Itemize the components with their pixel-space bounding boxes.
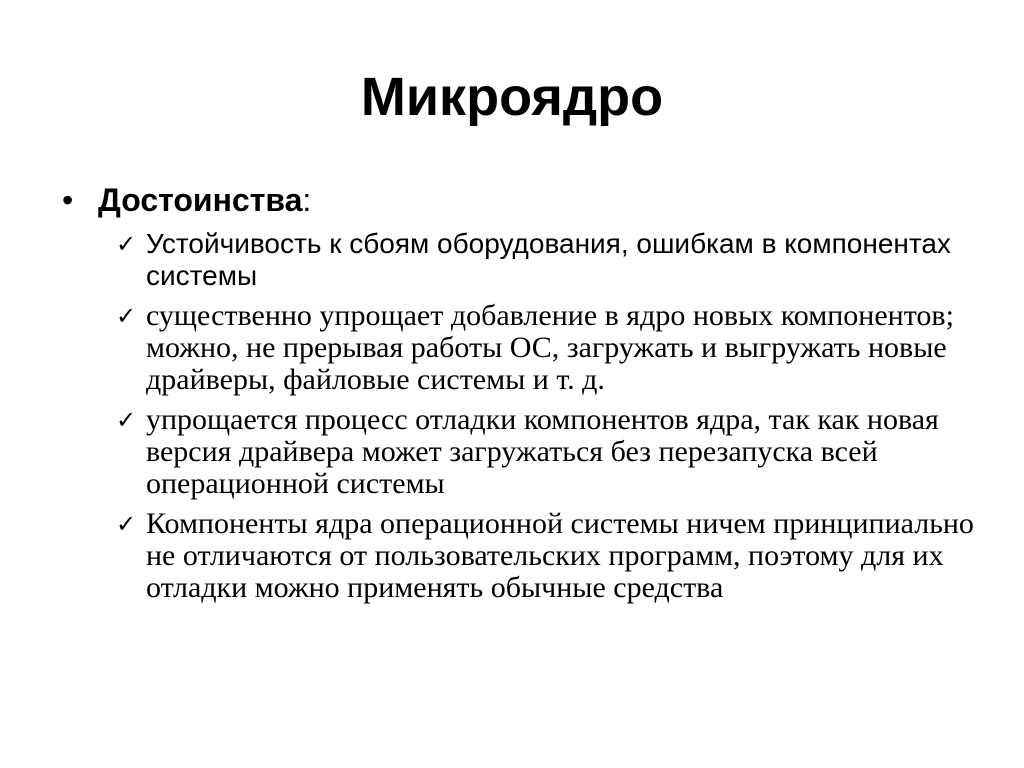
bullet-heading-suffix: :	[302, 182, 312, 218]
checkmark-icon: ✓	[116, 406, 137, 434]
checkmark-icon: ✓	[116, 510, 137, 538]
checkmark-icon: ✓	[116, 302, 137, 330]
list-item	[116, 404, 976, 500]
advantages-list	[116, 228, 976, 612]
list-item	[116, 300, 976, 396]
list-item	[116, 508, 976, 604]
list-item-text: Устойчивость к сбоям оборудования, ошибкам в компонентах системы	[146, 228, 951, 291]
list-item-text: существенно упрощает добавление в ядро новых компонентов; можно, не прерывая работы ОС, загружать и выгружать новые драйверы, файловые системы и т. д.	[146, 299, 954, 396]
slide-title: Микроядро	[360, 67, 664, 127]
bullet-dot-icon: •	[62, 182, 74, 218]
checkmark-icon: ✓	[116, 230, 137, 258]
bullet-advantages	[62, 178, 982, 222]
list-item	[116, 228, 976, 292]
list-item-text: упрощается процесс отладки компонентов ядра, так как новая версия драйвера может загружаться без перезапуска всей операционной системы	[146, 403, 939, 500]
list-item-text: Компоненты ядра операционной системы ничем принципиально не отличаются от пользовательских программ, поэтому для их отладки можно применять обычные средства	[146, 507, 974, 604]
bullet-heading: Достоинства	[98, 182, 303, 218]
